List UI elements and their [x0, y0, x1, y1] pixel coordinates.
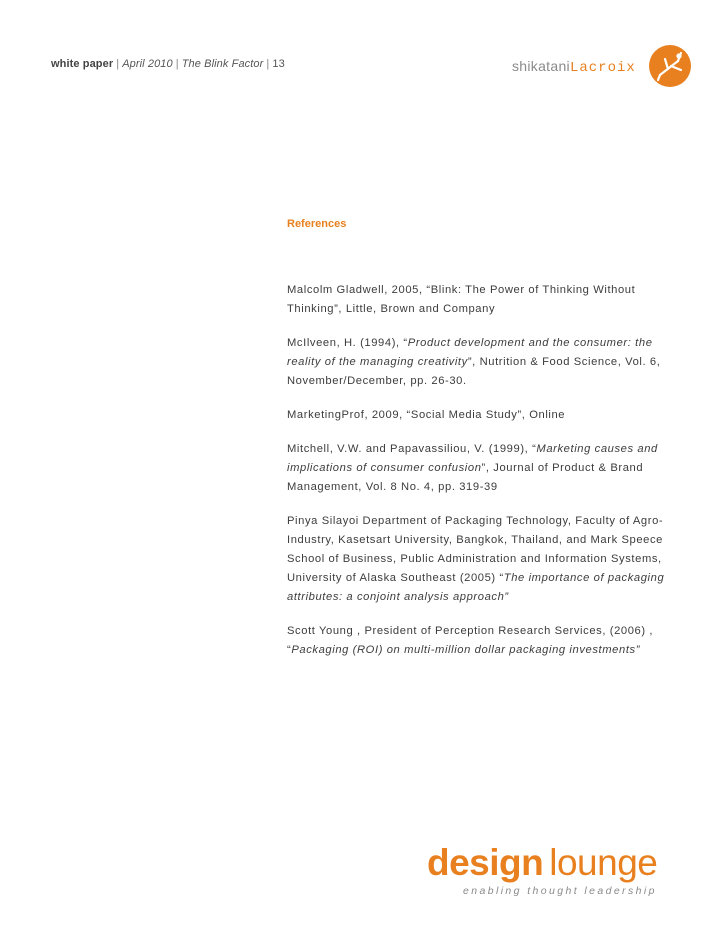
reference-item: Mitchell, V.W. and Papavassiliou, V. (1999), “Marketing causes and implications of consumer confusion”, Journal of Product & Brand Management, Vol. 8 No. 4, pp. 319-39 — [287, 443, 658, 493]
reference-item: Pinya Silayoi Department of Packaging Technology, Faculty of Agro-Industry, Kasetsart University, Bangkok, Thailand, and Mark Speece School of Business, Public Administration and Information Systems, University of Alaska Southeast (2005) “The importance of packaging attributes: a conjoint analysis approach” — [287, 515, 665, 603]
figure-in-circle-icon — [648, 44, 692, 88]
separator: | — [266, 58, 270, 70]
logo-wordmark — [512, 58, 636, 76]
reference-item: Scott Young , President of Perception Research Services, (2006) , “Packaging (ROI) on multi-million dollar packaging investments” — [287, 625, 654, 656]
doc-title: The Blink Factor — [181, 58, 264, 70]
page-header — [51, 58, 285, 70]
doc-date: April 2010 — [122, 58, 173, 70]
design-lounge-wordmark — [427, 843, 657, 883]
reference-item: McIlveen, H. (1994), “Product development and the consumer: the reality of the managing creativity”, Nutrition & Food Science, Vol. 6, November/December, pp. 26-30. — [287, 337, 661, 387]
reference-item: Malcolm Gladwell, 2005, “Blink: The Power of Thinking Without Thinking”, Little, Brown and Company — [287, 284, 636, 315]
references-list — [287, 281, 687, 675]
reference-item: MarketingProf, 2009, “Social Media Study”, Online — [287, 409, 566, 421]
logo-part-1: shikatani — [512, 58, 570, 74]
page-number: 13 — [272, 58, 285, 70]
section-title: References — [287, 218, 347, 230]
tagline: enabling thought leadership — [463, 885, 657, 897]
separator: | — [175, 58, 179, 70]
wordmark-design: design — [427, 842, 544, 883]
doc-type: white paper — [51, 58, 114, 70]
logo-part-2: Lacroix — [569, 60, 636, 76]
separator: | — [116, 58, 120, 70]
wordmark-lounge: lounge — [549, 842, 658, 883]
